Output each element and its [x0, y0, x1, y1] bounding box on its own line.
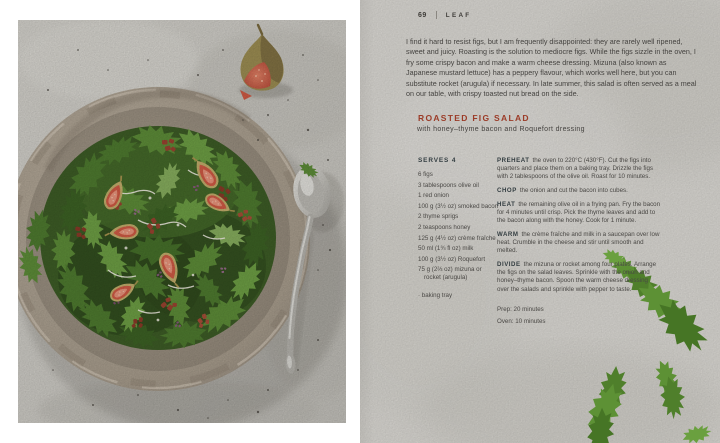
step-keyword: WARM	[497, 230, 519, 238]
leaf-sprig	[585, 364, 630, 443]
method-step	[497, 231, 661, 256]
ingredient-item: 100 g (3½ oz) Roquefort	[418, 255, 486, 263]
step-keyword: PREHEAT	[497, 157, 530, 164]
step-text: the remaining olive oil in a frying pan. Fry the bacon for 4 minutes until crisp. Pick the thyme leaves and add to the bacon along with the honey. Cook for 1 minute.	[497, 200, 661, 225]
ingredients-list	[418, 171, 500, 282]
method-step	[497, 201, 661, 226]
ingredients-column	[418, 157, 500, 300]
ingredient-item: 125 g (4½ oz) crème fraîche	[418, 234, 496, 242]
equipment-note: · baking tray	[418, 292, 453, 300]
oven-time: Oven: 10 minutes	[497, 317, 546, 325]
ingredient-item: 100 g (3½ oz) smoked bacon	[418, 202, 499, 210]
step-text: the oven to 220°C (430°F). Cut the figs into quarters and place them on a baking tray. Drizzle the figs with 2 tablespoons of the olive oil. Roast for 10 minutes.	[497, 157, 654, 181]
recipe-title: ROASTED FIG SALAD	[418, 113, 530, 123]
page-number: 69	[418, 11, 427, 19]
ingredient-item: 75 g (2⅔ oz) mizuna or rocket (arugula)	[418, 266, 482, 282]
leaf-sprig	[651, 357, 688, 421]
ingredient-item: 6 figs	[418, 171, 433, 178]
step-keyword: CHOP	[497, 187, 517, 195]
step-text: the crème fraîche and milk in a saucepan over low heat. Crumble in the cheese and stir until smooth and melted.	[497, 230, 660, 255]
method-step	[497, 157, 661, 182]
right-page	[360, 0, 720, 443]
ingredient-item: 3 tablespoons olive oil	[418, 181, 479, 189]
salad-photo	[18, 20, 346, 423]
timing-info	[497, 306, 661, 326]
prep-time: Prep: 20 minutes	[497, 305, 544, 313]
chapter-title: LEAF	[445, 11, 472, 19]
method-step	[497, 261, 661, 294]
serves-label: SERVES 4	[418, 157, 457, 164]
ingredient-item: 1 red onion	[418, 192, 449, 200]
ingredient-item: 2 teaspoons honey	[418, 223, 471, 231]
intro-paragraph: I find it hard to resist figs, but I am frequently disappointed: they are rarely well ripened, sweet and juicy. Roasting is the solution to mediocre figs. While the figs sizzle in the oven, I fry some crispy bacon and make a warm cheese dressing. Mizuna (also known as Japanese mustard lettuce) has a peppery flavour, which works well here, but you can substitute rocket (arugula) if necessary. In late summer, this salad is often served as a meal on our table, with crispy toasted nut bread on the side.	[406, 37, 697, 99]
ingredient-item: 2 thyme sprigs	[418, 213, 459, 221]
method-column	[497, 157, 661, 329]
method-step	[497, 187, 661, 195]
step-text: the onion and cut the bacon into cubes.	[519, 187, 628, 195]
step-text: the mizuna or rocket among four plates. Arrange the figs on the salad leaves. Sprinkle with the onion and honey–thyme bacon. Spoon the warm cheese dressing over the salads and sprinkle with pepper to taste.	[497, 261, 657, 293]
ingredient-item: 50 ml (1¾ fl oz) milk	[418, 245, 474, 253]
recipe-subtitle: with honey–thyme bacon and Roquefort dressing	[417, 126, 585, 133]
page-header	[418, 11, 471, 19]
step-keyword: DIVIDE	[497, 261, 521, 269]
header-divider	[436, 11, 437, 19]
salad-photo-illustration	[18, 20, 346, 423]
leaf-sprig	[680, 421, 714, 443]
step-keyword: HEAT	[497, 200, 516, 208]
